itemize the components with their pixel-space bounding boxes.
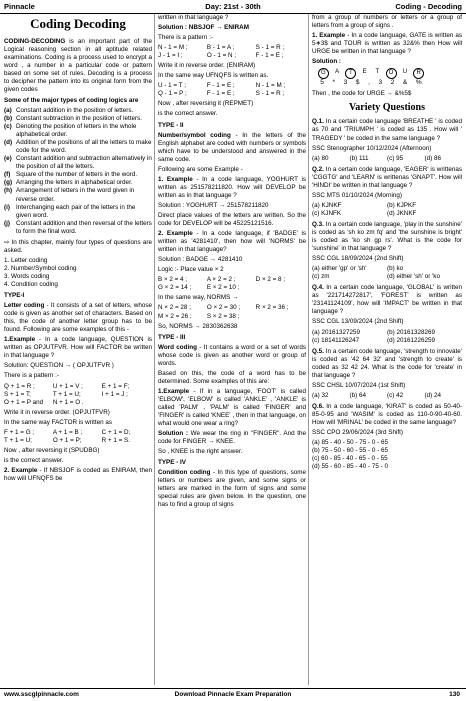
type4-description	[158, 469, 306, 509]
example2-continued: written in that language ?	[158, 14, 229, 21]
logic-type-text: Interchanging each pair of the letters in the given word.	[16, 203, 136, 219]
pair-item: J - 1 = I ;	[158, 52, 183, 60]
type1-text: - It consists of a set of letters, whose code is given as another set of characters. Based on this, the code of another letter group has to be found. Following are some examples of this -	[4, 302, 152, 334]
question-options	[312, 439, 462, 471]
logic-type-text: Constant addition and then reversal of the letters to form the final word.	[16, 219, 152, 235]
type4-heading: TYPE - IV	[158, 459, 186, 467]
page-footer	[0, 688, 466, 701]
pair-item	[256, 284, 305, 292]
pair-item: D × 2 = 8 ;	[255, 276, 286, 284]
logic-type-key: (e)	[4, 155, 12, 163]
question-number: Q.3.	[312, 220, 324, 228]
number-example2-logic: Logic :- Place value × 2	[158, 266, 224, 274]
question-source: SSC CPO 29/06/2024 (3rd Shift)	[312, 429, 404, 437]
pair-item: N - 1 = M ;	[158, 44, 188, 52]
logic-type-text: Constant addition in the position of letters.	[16, 107, 134, 114]
column-3	[312, 14, 462, 685]
logic-type-item	[4, 219, 152, 236]
question-text: In a certain code language, 'strength to innovate' is coded as '42 64 32' and 'strength to create' is coded as 32 42 24. What is the code for 'create' in that language ?	[312, 347, 462, 379]
option: (d) 86	[424, 154, 441, 162]
word-example1-solution	[158, 430, 306, 446]
type2-follow: Following are some Example -	[158, 165, 243, 173]
option: (c) 95	[387, 154, 404, 162]
question-source: SSC CGL 18/09/2024 (2nd Shift)	[312, 255, 404, 263]
pair-item: A + 1 = B ;	[52, 428, 83, 436]
question-type-item: 4. Condition coding	[4, 280, 58, 288]
condition-solution-lead: Solution :	[312, 58, 342, 66]
option: (c) 18141126247	[312, 336, 360, 344]
logic-type-text: Square of the number of letters in the word.	[16, 171, 138, 179]
example2-pairs	[158, 44, 306, 60]
type4-text: - In this type of questions, some letters or numbers are given, and some signs or letters are marked in the form of signs and some special rules are given below. In the question, one has to find a group of signs	[158, 469, 306, 509]
option: (d) either 'sh' or 'ko	[387, 273, 440, 281]
type2-description	[158, 132, 306, 164]
word-example1-text: - If in a language, 'FOOT' is called 'ELBOW', 'ELBOW' is called 'ANKLE' , 'ANKLE' is called 'PALM' , 'PALM' is called 'FINGER' and 'FINGER' is called 'KNEE' , then in that language, on what would one wear a ring?	[158, 387, 306, 428]
pair-item: T + 1 = U;	[4, 436, 32, 444]
logic-type-item	[4, 123, 152, 139]
option: (a) 32	[312, 391, 329, 399]
number-example2-text: - In a code language, if 'BADGE' is written as '4281410', then how will 'NORMS' be written in that language?	[158, 230, 306, 254]
word-solution-text: We wear the ring in "FINGER". And the code for FINGER → KNEE.	[158, 430, 306, 446]
page-title: Coding Decoding	[30, 16, 126, 31]
logic-type-key: (g)	[4, 179, 13, 187]
pair-item: Q + 1 = R ;	[4, 382, 35, 390]
word-example1	[158, 388, 306, 428]
number-example1-direct: Direct place values of the letters are written. So the code for DEVELOP will be 45225121516.	[158, 211, 306, 228]
question	[312, 221, 462, 253]
code-symbol: ,	[368, 79, 370, 87]
type1-heading: TYPE-I	[4, 292, 25, 300]
number-example2-so: So, NORMS → 2830362638	[158, 322, 238, 330]
day-range: Day: 21st - 30th	[205, 2, 261, 11]
condition-example1-lead: 1. Example	[312, 32, 346, 40]
option: (d) 55 - 60 - 85 - 40 - 75 - 0	[312, 463, 388, 471]
pair-item: B - 1 = A ;	[206, 44, 235, 52]
option: (a) 20161327259	[312, 328, 360, 336]
logic-type-item	[4, 139, 152, 155]
question-source: SSC MTS 01/10/2024 (Morning)	[312, 191, 402, 199]
logic-type-text: Constant addition and subtraction alternatively in the position of all the letters.	[16, 155, 152, 171]
column-1	[4, 14, 152, 685]
logic-type-text: Arrangement of letters in the word given in reverse order.	[16, 187, 135, 203]
pair-item: F - 1 = E ;	[255, 52, 284, 60]
logic-type-item	[4, 187, 152, 203]
question-options	[312, 265, 462, 281]
question-number: Q.6.	[312, 402, 324, 410]
number-example2-lead: 2. Example	[158, 230, 193, 238]
pair-item: N + 1 = O .	[52, 398, 84, 406]
condition-then: Then , the code for URGE → &%5$	[312, 89, 412, 97]
questions-list	[312, 118, 462, 471]
pair-item: R + 1 = S.	[101, 436, 131, 444]
logic-type-text: Addition of the positions of all the letters to make code for the word.	[16, 139, 152, 155]
question-type-item: 3. Words coding	[4, 272, 50, 280]
option: (b) 20161328269	[387, 328, 435, 336]
code-symbol: %	[415, 79, 422, 87]
types-heading: Some of the major types of coding logics are	[4, 96, 139, 104]
code-letter: T	[345, 68, 356, 79]
example1-answer: is the correct answer.	[4, 456, 64, 464]
logic-type-key: (c)	[4, 123, 12, 131]
types-list	[4, 107, 152, 236]
example2-same-way: In the same way UFNQFS is written as.	[158, 72, 269, 80]
brand-name: Pinnacle	[4, 2, 35, 11]
question-source: SSC CGL 13/09/2024 (2nd Shift)	[312, 318, 404, 326]
question-number: Q.5.	[312, 347, 324, 355]
code-letter: G	[318, 68, 329, 79]
pair-item: C + 1 = D;	[101, 428, 131, 436]
pair-item	[256, 313, 305, 321]
pair-item: N - 1 = M ;	[255, 82, 286, 90]
question-text: In a certain code language, 'play in the sunshine' is coded as 'sh ko zm fq' and 'the sunshine is bright' is coded as 'ko sh gp rs'. What is the code for 'sunshine' in that language ?	[312, 220, 462, 253]
intro-paragraph	[4, 38, 152, 94]
question-source: SSC CHSL 10/07/2024 (1st Shift)	[312, 381, 406, 389]
logic-type-key: (d)	[4, 139, 13, 147]
logic-type-text: Arranging the letters in alphabetical order.	[16, 179, 133, 187]
question	[312, 118, 462, 142]
number-example1-text: - In a code language, YOGHURT is written as 251578211820. How will DEVELOP be written as in that language ?	[158, 175, 306, 199]
logic-type-key: (b)	[4, 115, 13, 123]
pair-item: I + 1 = J ;	[101, 390, 128, 398]
question-number: Q.4.	[312, 284, 324, 292]
pair-item: B × 2 = 4 ;	[158, 276, 188, 284]
logic-type-item	[4, 155, 152, 171]
type2-lead: Number/symbol coding	[158, 131, 231, 139]
variety-questions-heading: Variety Questions	[348, 101, 426, 113]
question-options	[312, 392, 462, 400]
download-note: Download Pinnacle Exam Preparation	[174, 691, 292, 698]
code-letter: R	[413, 68, 424, 79]
code-letter: A	[335, 69, 340, 76]
option: (d) 20161226259	[387, 336, 435, 344]
example1-pairs-2	[4, 429, 152, 445]
pair-item: F - 1 = E ;	[206, 90, 235, 98]
pair-item: Q - 1 = P ;	[158, 90, 187, 98]
pair-item: R × 2 = 36 ;	[255, 304, 289, 312]
code-letter: O	[386, 68, 397, 79]
number-example2-solution: Solution : BADGE → 4281410	[158, 256, 243, 264]
code-symbols	[316, 79, 426, 87]
intro-term: CODING-DECODING	[4, 37, 66, 45]
pair-item: F + 1 = G ;	[4, 428, 35, 436]
option: (b) 64	[349, 391, 366, 399]
pair-item: S × 2 = 38 ;	[206, 312, 240, 320]
column-divider	[154, 14, 155, 685]
option: (d) 24	[424, 391, 441, 399]
logic-type-text: Denoting the position of letters in the whole alphabetical order.	[16, 123, 137, 139]
example2-reverse: Write it in reverse order. (ENIRAM)	[158, 62, 256, 70]
website-link[interactable]: www.sscglpinnacle.com	[4, 691, 79, 698]
example1-pairs	[4, 383, 152, 407]
option: (c) 42	[387, 391, 404, 399]
option: (a) either 'gp' or 'sh'	[312, 265, 367, 273]
logic-type-key: (i)	[4, 203, 10, 211]
example2-after: Now , after reversing it (REPMET)	[158, 100, 254, 108]
option: (c) KJNFK	[312, 209, 342, 217]
question-text: In a certain code language, 'EAGER' is writtenas 'CGGTG' and 'LEARN' is writtenas 'GNAPT'. How will 'HINDI' be written in that language ?	[312, 165, 462, 189]
question	[312, 348, 462, 380]
code-symbol: 3	[378, 79, 383, 87]
question-text: In a code language, 'KIRAT' is coded as 50-40-85-0-95 and 'WASIM' is coded as 110-0-90-40-60. How will 'MRINAL' be coded in the same language?	[312, 402, 462, 426]
example1-text: - In a code language, QUESTION is written as OPJUTFVR. How will FACTOR be written in that language ?	[4, 336, 152, 360]
question-type-item: 1. Letter coding	[4, 256, 48, 264]
option: (b) ko	[387, 265, 404, 273]
question-types-list	[4, 257, 152, 289]
logic-type-item	[4, 115, 152, 123]
example2-text: - If NBSJOF is coded as ENIRAM, then how will UFNQFS be	[4, 466, 152, 482]
type1-lead: Letter coding	[4, 302, 45, 310]
condition-example1-text: - In a code language, GATE is written as 5∗3$ and TOUR is written as 32&% then How will URGE be written in that language ?	[312, 32, 462, 56]
condition-example1	[312, 32, 462, 56]
option: (a) 80	[312, 154, 329, 162]
pair-item: U + 1 = V ;	[52, 382, 83, 390]
code-symbol: $	[355, 79, 360, 87]
pair-item: S - 1 = R ;	[255, 90, 285, 98]
option: (b) 111	[349, 154, 369, 162]
example1-solution: Solution: QUESTION → ( OPJUTFVR )	[4, 362, 114, 370]
example2-pairs-2	[158, 82, 306, 98]
question-options	[312, 155, 462, 163]
option: (b) KJPKF	[387, 201, 417, 209]
code-symbol: 2	[390, 79, 395, 87]
pair-item: S + 1 = T;	[4, 390, 31, 398]
question-options	[312, 329, 462, 345]
question	[312, 284, 462, 316]
example2-pattern-intro: There is a pattern :-	[158, 34, 213, 42]
example1-same-way: In the same way FACTOR is written as	[4, 418, 113, 426]
chapter-name: Coding - Decoding	[395, 2, 462, 11]
code-letter: T	[375, 69, 380, 76]
code-symbol: 3	[343, 79, 348, 87]
example1-reverse: Write it in reverse order. (OPJUTFVR)	[4, 408, 110, 416]
number-example1-solution: Solution : YOGHURT → 251578211820	[158, 201, 269, 209]
logic-type-key: (a)	[4, 107, 12, 114]
number-example2-pairs	[158, 276, 306, 292]
circled-letters	[316, 68, 426, 79]
pair-item: U - 1 = T ;	[158, 82, 186, 90]
question-text: In a certain code language 'BREATHE ' is coded as 70 and 'TRIUMPH ' is coded as 135 . How will ' TRAGEDY ' be coded in the same language ?	[312, 118, 462, 142]
example1-after: Now , after reversing it (SPUDBG)	[4, 446, 100, 454]
number-example2	[158, 230, 306, 254]
example1-question	[4, 336, 152, 360]
option: (d) JKNKF	[387, 209, 417, 217]
example1-pattern-intro: There is a pattern :-	[4, 372, 59, 380]
pair-item	[102, 399, 151, 407]
pair-item: E + 1 = F;	[101, 382, 130, 390]
pair-item: O + 1 = P and	[4, 398, 44, 406]
logic-type-key: (j)	[4, 219, 10, 227]
column-2	[158, 14, 306, 685]
type3-follow: Based on this, the code of a word has to be determined. Some examples of this are:	[158, 369, 306, 385]
code-letter: E	[362, 69, 367, 76]
pair-item: A × 2 = 2 ;	[206, 276, 236, 284]
logic-type-item	[4, 171, 152, 179]
option: (a) 85 - 40 - 50 - 75 - 0 - 65	[312, 439, 388, 447]
option: (c) 60 - 85 - 40 - 65 - 0 - 55	[312, 455, 388, 463]
question-type-item: 2. Number/Symbol coding	[4, 264, 77, 272]
option: (a) KJNKF	[312, 201, 342, 209]
question	[312, 403, 462, 427]
type4-continued: from a group of numbers or letters or a group of letters from a group of signs .	[312, 14, 462, 30]
example2-solution: Solution : NBSJOF → ENIRAM	[158, 24, 249, 32]
type2-text: - In the letters of the English alphabet are coded with numbers or symbols which have to be understood and answered in the same code.	[158, 131, 306, 163]
pair-item: O × 2 = 30 ;	[206, 304, 241, 312]
word-example1-so: So , KNEE is the right answer.	[158, 448, 243, 456]
pair-item: O - 1 = N ;	[206, 52, 237, 60]
logic-type-item	[4, 203, 152, 220]
page-header	[0, 0, 466, 14]
word-example1-lead: 1.Example	[158, 387, 190, 395]
pair-item: O + 1 = P;	[52, 436, 82, 444]
column-divider	[308, 14, 309, 685]
type2-heading: TYPE - II	[158, 121, 184, 129]
intro-text: is an important part of the Logical reasoning section in all aptitude related examinations. Coding is a process used to encrypt a word , a number in a particular code or pattern based on some set of rules. Decoding is a process to decipher the pattern into its original form from the given codes	[4, 37, 152, 93]
pair-item: G × 2 = 14 ;	[158, 284, 192, 292]
question-text: In a certain code language, 'GLOBAL' is written as '221714272817', 'FOREST' is written as '23141124109', how will 'IMPACT' be written in that language ?	[312, 284, 462, 316]
example1-lead: 1.Example	[4, 336, 36, 344]
pair-item: S - 1 = R ;	[255, 44, 285, 52]
type3-lead: Word coding	[158, 343, 197, 351]
logic-type-item	[4, 179, 152, 187]
type1-description	[4, 302, 152, 334]
question-number: Q.2.	[312, 165, 324, 173]
question	[312, 166, 462, 190]
pair-item: F - 1 = E ;	[206, 82, 235, 90]
word-solution-lead: Solution :	[158, 430, 188, 438]
logic-type-item	[4, 107, 152, 115]
logic-type-text: Constant subtraction in the position of letters.	[16, 115, 143, 123]
code-symbol: &	[402, 79, 408, 87]
number-example1	[158, 176, 306, 200]
number-example2-same: In the same way, NORMS →	[158, 294, 239, 302]
example2-question	[4, 467, 152, 483]
pair-item: T + 1 = U;	[52, 390, 81, 398]
example2-lead: 2. Example	[4, 466, 38, 474]
type3-text: - It contains a word or a set of words whose code is given as another word or group of words.	[158, 343, 306, 367]
type3-heading: TYPE - III	[158, 333, 186, 341]
option: (c) zm	[312, 273, 330, 281]
logic-type-key: (h)	[4, 187, 13, 195]
type3-description	[158, 344, 306, 368]
page-number: 130	[449, 691, 460, 698]
pair-item: M × 2 = 26 ;	[158, 312, 192, 320]
code-letter: U	[402, 69, 408, 76]
type4-lead: Condition coding	[158, 469, 211, 477]
chapter-note: ⇨ In this chapter, mainly four types of questions are asked.	[4, 238, 152, 254]
question-options	[312, 202, 462, 218]
question-number: Q.1.	[312, 118, 324, 126]
question-source: SSC Stenographer 10/12/2024 (Afternoon)	[312, 144, 432, 152]
number-example2-pairs-2	[158, 304, 306, 320]
pair-item: E × 2 = 10 ;	[206, 284, 240, 292]
code-symbol: 5	[320, 79, 324, 87]
code-symbol: *	[332, 79, 336, 87]
pair-item: N × 2 = 28 ;	[158, 304, 191, 312]
option: (b) 75 - 50 - 60 - 55 - 0 - 65	[312, 447, 388, 455]
example2-correct: is the correct answer.	[158, 110, 218, 118]
logic-type-key: (f)	[4, 171, 11, 179]
number-example1-lead: 1. Example	[158, 175, 193, 183]
